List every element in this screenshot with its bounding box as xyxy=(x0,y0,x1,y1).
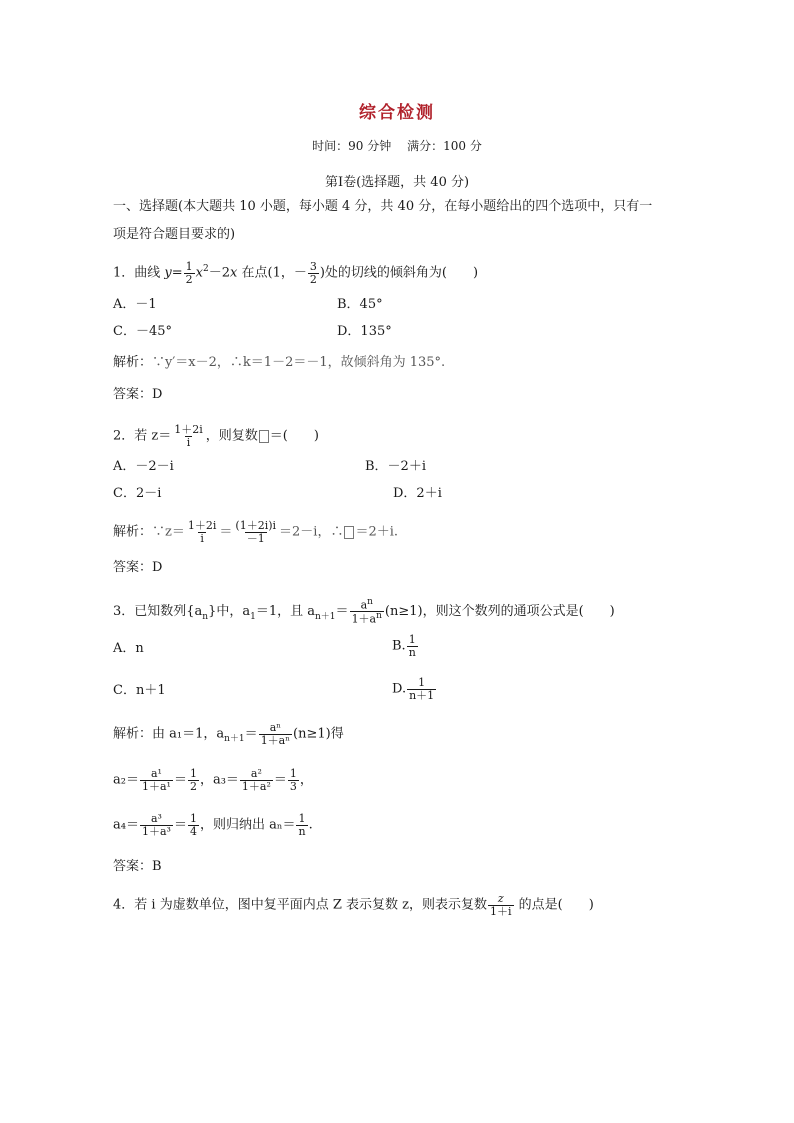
q2-option-c: C．2－i xyxy=(113,486,162,501)
q3-answer: 答案：B xyxy=(113,859,162,874)
fraction: $\frac{1}{2}$ xyxy=(185,260,193,286)
fraction: $\frac{z}{1+i}$ xyxy=(489,892,512,918)
q1-option-d: D．135° xyxy=(337,324,392,339)
exam-time: 时间：90 分钟 xyxy=(312,139,392,153)
q1-option-c: C．－45° xyxy=(113,324,172,339)
section-heading: 第Ⅰ卷(选择题，共 40 分) xyxy=(324,175,470,190)
fraction: $\frac{\text{a³}}{\text{1＋a³}}$ xyxy=(141,812,171,838)
exam-score: 满分：100 分 xyxy=(407,139,482,153)
question-1: 1．曲线 y= $\frac{1}{2}$ $x^2-2x$ 在点(1，－ $\frac{3}{2}$ )处的切线的倾斜角为( ) xyxy=(113,260,479,286)
fraction: $\frac{1}{3}$ xyxy=(289,767,297,793)
fraction: $\frac{1}{n}$ xyxy=(298,812,306,838)
conjugate-placeholder-box xyxy=(344,526,354,539)
fraction: $\frac{1+2i}{i}$ xyxy=(187,519,217,545)
question-3: 3．已知数列$\{a_n\}$中，$a_1=1$，且 $a_{n+1}=$ $\frac{a^n}{1+a^n}$ (n≥1)，则这个数列的通项公式是( ) xyxy=(113,597,615,626)
q3-analysis-line-2: a₂＝ $\frac{\text{a¹}}{\text{1＋a¹}}$ ＝ $\frac{1}{2}$ ，a₃＝ $\frac{\text{a²}}{\text{1＋a²}}$ ＝ $\frac{1}{3}$ ， xyxy=(113,767,313,793)
fraction: $\frac{\text{a²}}{\text{1＋a²}}$ xyxy=(241,767,271,793)
fraction: $\frac{1+2i}{i}$ xyxy=(174,423,203,449)
fraction: $\frac{1}{2}$ xyxy=(189,767,197,793)
q3-option-b: B. $\frac{1}{n}$ xyxy=(392,633,416,659)
question-4: 4．若 i 为虚数单位，图中复平面内点 Z 表示复数 z，则表示复数 $\frac{z}{1+i}$ 的点是( ) xyxy=(113,892,594,918)
fraction: $\frac{a^n}{1+a^n}$ xyxy=(351,597,382,626)
q1-analysis: 解析：∵y′＝x－2，∴k＝1－2＝－1，故倾斜角为 135°. xyxy=(113,355,446,370)
q3-analysis-line-1: 解析：由 a₁＝1，$a_{n+1}=$ $\frac{\text{aⁿ}}{\text{1＋aⁿ}}$ (n≥1)得 xyxy=(113,721,344,747)
q1-answer: 答案：D xyxy=(113,387,163,402)
page-title: 综合检测 xyxy=(359,103,435,123)
q1-option-a: A．－1 xyxy=(113,297,157,312)
fraction: $\frac{1}{n}$ xyxy=(408,633,416,659)
q2-analysis: 解析：∵z＝ $\frac{1+2i}{i}$ ＝ $\frac{(1+2i)i}{-1}$ ＝2－i，∴ ＝2＋i. xyxy=(113,519,399,545)
q2-option-d: D．2＋i xyxy=(393,486,442,501)
fraction: $\frac{1}{4}$ xyxy=(189,812,197,838)
fraction: $\frac{(1+2i)i}{-1}$ xyxy=(235,519,277,545)
q3-option-c: C．n＋1 xyxy=(113,683,166,698)
q1-option-b: B．45° xyxy=(337,297,383,312)
q3-option-a: A．n xyxy=(113,641,144,656)
q2-option-a: A．－2－i xyxy=(113,459,174,474)
q2-answer: 答案：D xyxy=(113,560,163,575)
exam-meta xyxy=(0,137,794,154)
conjugate-placeholder-box xyxy=(259,430,269,443)
fraction: $\frac{3}{2}$ xyxy=(309,260,317,286)
instructions-line-2: 项是符合题目要求的) xyxy=(113,227,236,242)
question-2: 2．若 z＝ $\frac{1+2i}{i}$ ，则复数 ＝( ) xyxy=(113,423,319,449)
q3-analysis-line-3: a₄＝ $\frac{\text{a³}}{\text{1＋a³}}$ ＝ $\frac{1}{4}$ ，则归纳出 aₙ＝ $\frac{1}{n}$ . xyxy=(113,812,313,838)
q2-option-b: B．－2＋i xyxy=(365,459,426,474)
fraction: $\frac{1}{n+1}$ xyxy=(409,676,435,702)
fraction: $\frac{\text{a¹}}{\text{1＋a¹}}$ xyxy=(141,767,171,793)
fraction: $\frac{\text{aⁿ}}{\text{1＋aⁿ}}$ xyxy=(260,721,291,747)
q3-option-d: D. $\frac{1}{n+1}$ xyxy=(392,676,435,702)
instructions-line-1: 一、选择题(本大题共 10 小题，每小题 4 分，共 40 分，在每小题给出的四个选项中，只有一 xyxy=(113,199,653,214)
